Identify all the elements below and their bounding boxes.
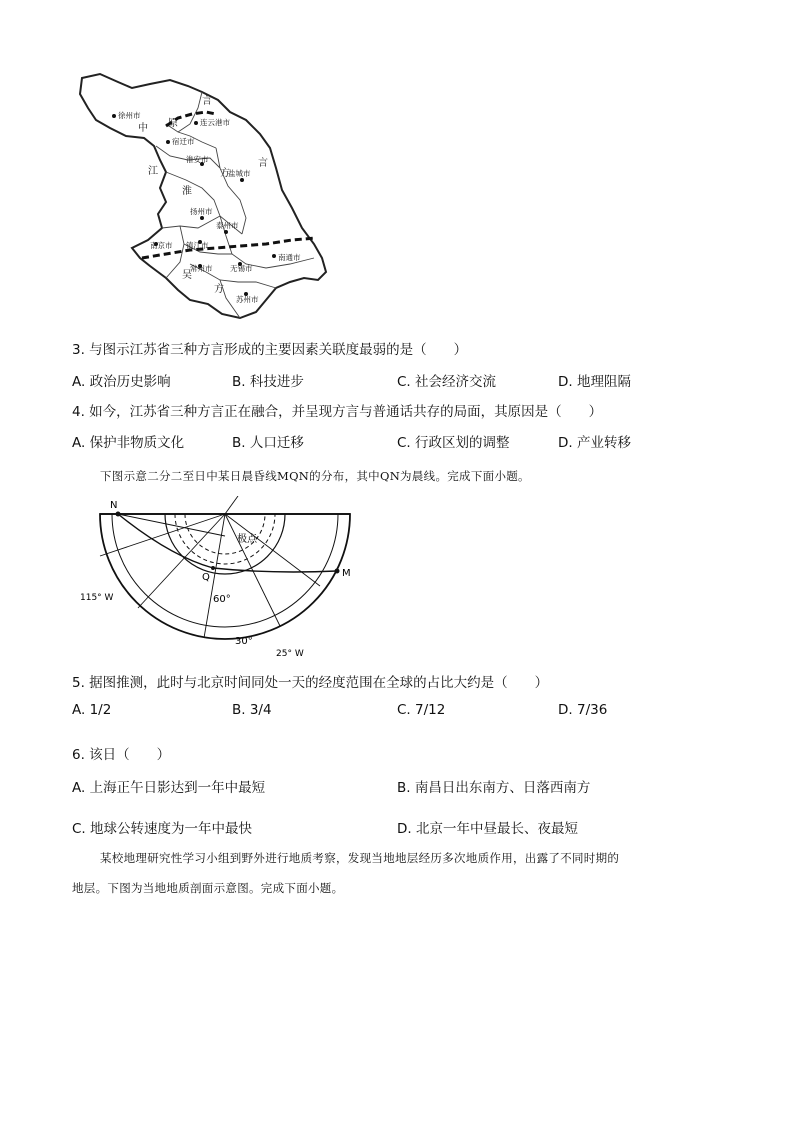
- city-yancheng: 盐城市: [228, 169, 251, 178]
- dialect-char: 方: [220, 168, 230, 179]
- city-suzhou: 苏州市: [236, 295, 259, 304]
- city-xuzhou: 徐州市: [118, 111, 141, 120]
- dialect-char: 方: [214, 284, 224, 295]
- province-outline: [80, 74, 326, 318]
- q5-option-a[interactable]: A. 1/2: [72, 702, 112, 718]
- city-yangzhou: 扬州市: [190, 207, 213, 216]
- q5-option-b[interactable]: B. 3/4: [232, 702, 272, 718]
- q3-option-b[interactable]: B. 科技进步: [232, 374, 304, 390]
- city-suqian: 宿迁市: [172, 137, 195, 146]
- q3-stem: 3. 与图示江苏省三种方言形成的主要因素关联度最弱的是（ ）: [72, 342, 468, 358]
- dialect-char: 中: [138, 123, 148, 134]
- q5-option-c[interactable]: C. 7/12: [397, 702, 446, 718]
- polar-terminator-diagram: [80, 496, 360, 661]
- q4-option-d[interactable]: D. 产业转移: [558, 435, 631, 451]
- dialect-char: 言: [258, 158, 268, 169]
- q3-option-d[interactable]: D. 地理阻隔: [558, 374, 631, 390]
- q6-option-b[interactable]: B. 南昌日出东南方、日落西南方: [397, 780, 591, 796]
- q3-option-c[interactable]: C. 社会经济交流: [397, 374, 497, 390]
- intro-daylight-diagram: 下图示意二分二至日中某日晨昏线MQN的分布，其中QN为晨线。完成下面小题。: [100, 469, 530, 483]
- dialect-char: 淮: [182, 186, 192, 197]
- q6-option-a[interactable]: A. 上海正午日影达到一年中最短: [72, 780, 266, 796]
- q5-stem: 5. 据图推测，此时与北京时间同处一天的经度范围在全球的占比大约是（ ）: [72, 675, 549, 691]
- city-wuxi: 无锡市: [230, 264, 253, 273]
- intro-geology-line2: 地层。下图为当地地质剖面示意图。完成下面小题。: [72, 881, 344, 895]
- jiangsu-dialect-map: [70, 68, 335, 328]
- label-115w: 115° W: [80, 593, 114, 603]
- city-changzhou: 常州市: [190, 264, 213, 273]
- q3-option-a[interactable]: A. 政治历史影响: [72, 374, 171, 390]
- q6-stem: 6. 该日（ ）: [72, 747, 171, 763]
- city-nantong: 南通市: [278, 253, 301, 262]
- q4-stem: 4. 如今，江苏省三种方言正在融合，并呈现方言与普通话共存的局面，其原因是（ ）: [72, 404, 603, 420]
- dialect-char: 言: [202, 96, 212, 107]
- q4-option-c[interactable]: C. 行政区划的调整: [397, 435, 510, 451]
- q5-option-d[interactable]: D. 7/36: [558, 702, 608, 718]
- label-30deg: 30°: [235, 636, 253, 647]
- city-nanjing: 南京市: [150, 241, 173, 250]
- label-m: M: [342, 568, 351, 579]
- city-taizhou: 泰州市: [216, 221, 239, 230]
- label-q: Q: [202, 572, 210, 583]
- dialect-char: 江: [148, 166, 158, 177]
- label-25w: 25° W: [276, 649, 304, 659]
- label-pole: 极点: [237, 534, 257, 545]
- city-lianyungang: 连云港市: [200, 118, 230, 127]
- dialect-char: 吴: [182, 270, 192, 281]
- q6-option-d[interactable]: D. 北京一年中昼最长、夜最短: [397, 821, 578, 837]
- city-zhenjiang: 镇江市: [186, 241, 209, 250]
- q4-option-a[interactable]: A. 保护非物质文化: [72, 435, 185, 451]
- city-huaian: 淮安市: [186, 155, 209, 164]
- label-n: N: [110, 500, 118, 511]
- label-60deg: 60°: [213, 594, 231, 605]
- intro-geology-line1: 某校地理研究性学习小组到野外进行地质考察，发现当地地层经历多次地质作用，出露了不同时期的: [100, 851, 620, 865]
- q6-option-c[interactable]: C. 地球公转速度为一年中最快: [72, 821, 253, 837]
- q4-option-b[interactable]: B. 人口迁移: [232, 435, 304, 451]
- dialect-char: 原: [168, 118, 178, 129]
- terminator-line: [118, 514, 337, 572]
